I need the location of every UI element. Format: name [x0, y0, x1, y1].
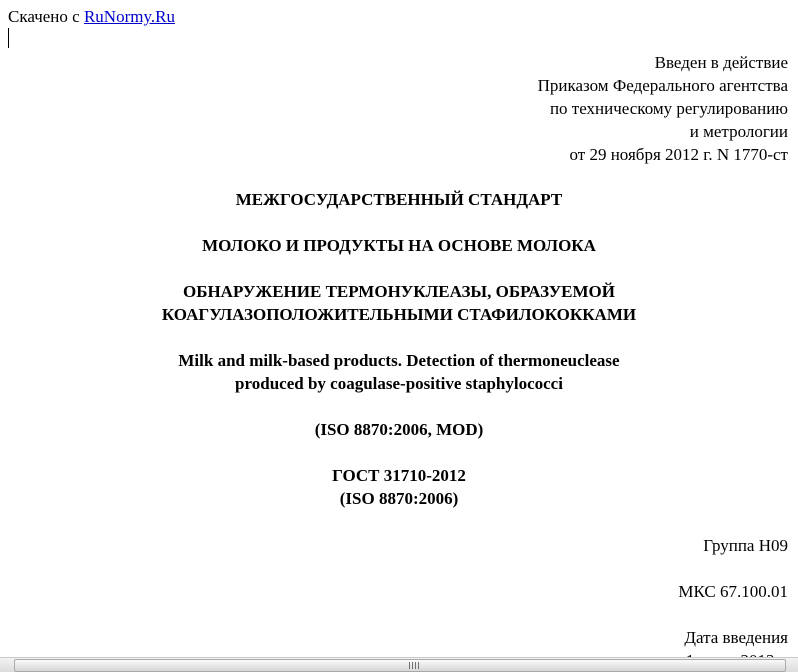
enactment-line-3: по техническому регулированию [549, 99, 788, 118]
mks-code: МКС 67.100.01 [678, 582, 788, 601]
text-cursor [8, 28, 9, 48]
standard-type-heading: МЕЖГОСУДАРСТВЕННЫЙ СТАНДАРТ [235, 190, 563, 209]
enactment-line-5: от 29 ноября 2012 г. N 1770-ст [569, 145, 788, 164]
source-prefix: Скачено с [8, 7, 84, 26]
gost-number: ГОСТ 31710-2012 [332, 466, 466, 485]
enactment-line-2: Приказом Федерального агентства [537, 76, 788, 95]
runormy-link[interactable]: RuNormy.Ru [83, 7, 175, 26]
iso-mod-reference: (ISO 8870:2006, MOD) [314, 420, 484, 439]
gost-iso-reference: (ISO 8870:2006) [339, 489, 459, 508]
group-code: Группа Н09 [703, 536, 788, 555]
subtitle-russian-line-1: ОБНАРУЖЕНИЕ ТЕРМОНУКЛЕАЗЫ, ОБРАЗУЕМОЙ [182, 282, 616, 301]
title-english-line-1: Milk and milk-based products. Detection of thermoneuclease [178, 351, 620, 370]
scrollbar-grip-icon [409, 662, 419, 669]
title-russian: МОЛОКО И ПРОДУКТЫ НА ОСНОВЕ МОЛОКА [202, 236, 596, 255]
introduction-date-label: Дата введения [684, 628, 788, 647]
scrollbar-thumb[interactable] [14, 659, 786, 672]
source-line [8, 5, 175, 28]
enactment-line-4: и метрологии [689, 122, 788, 141]
enactment-block [538, 51, 788, 166]
enactment-line-1: Введен в действие [654, 53, 788, 72]
title-english-line-2: produced by coagulase-positive staphylococci [235, 374, 563, 393]
horizontal-scrollbar[interactable] [0, 657, 798, 672]
subtitle-russian-line-2: КОАГУЛАЗОПОЛОЖИТЕЛЬНЫМИ СТАФИЛОКОККАМИ [161, 305, 637, 324]
